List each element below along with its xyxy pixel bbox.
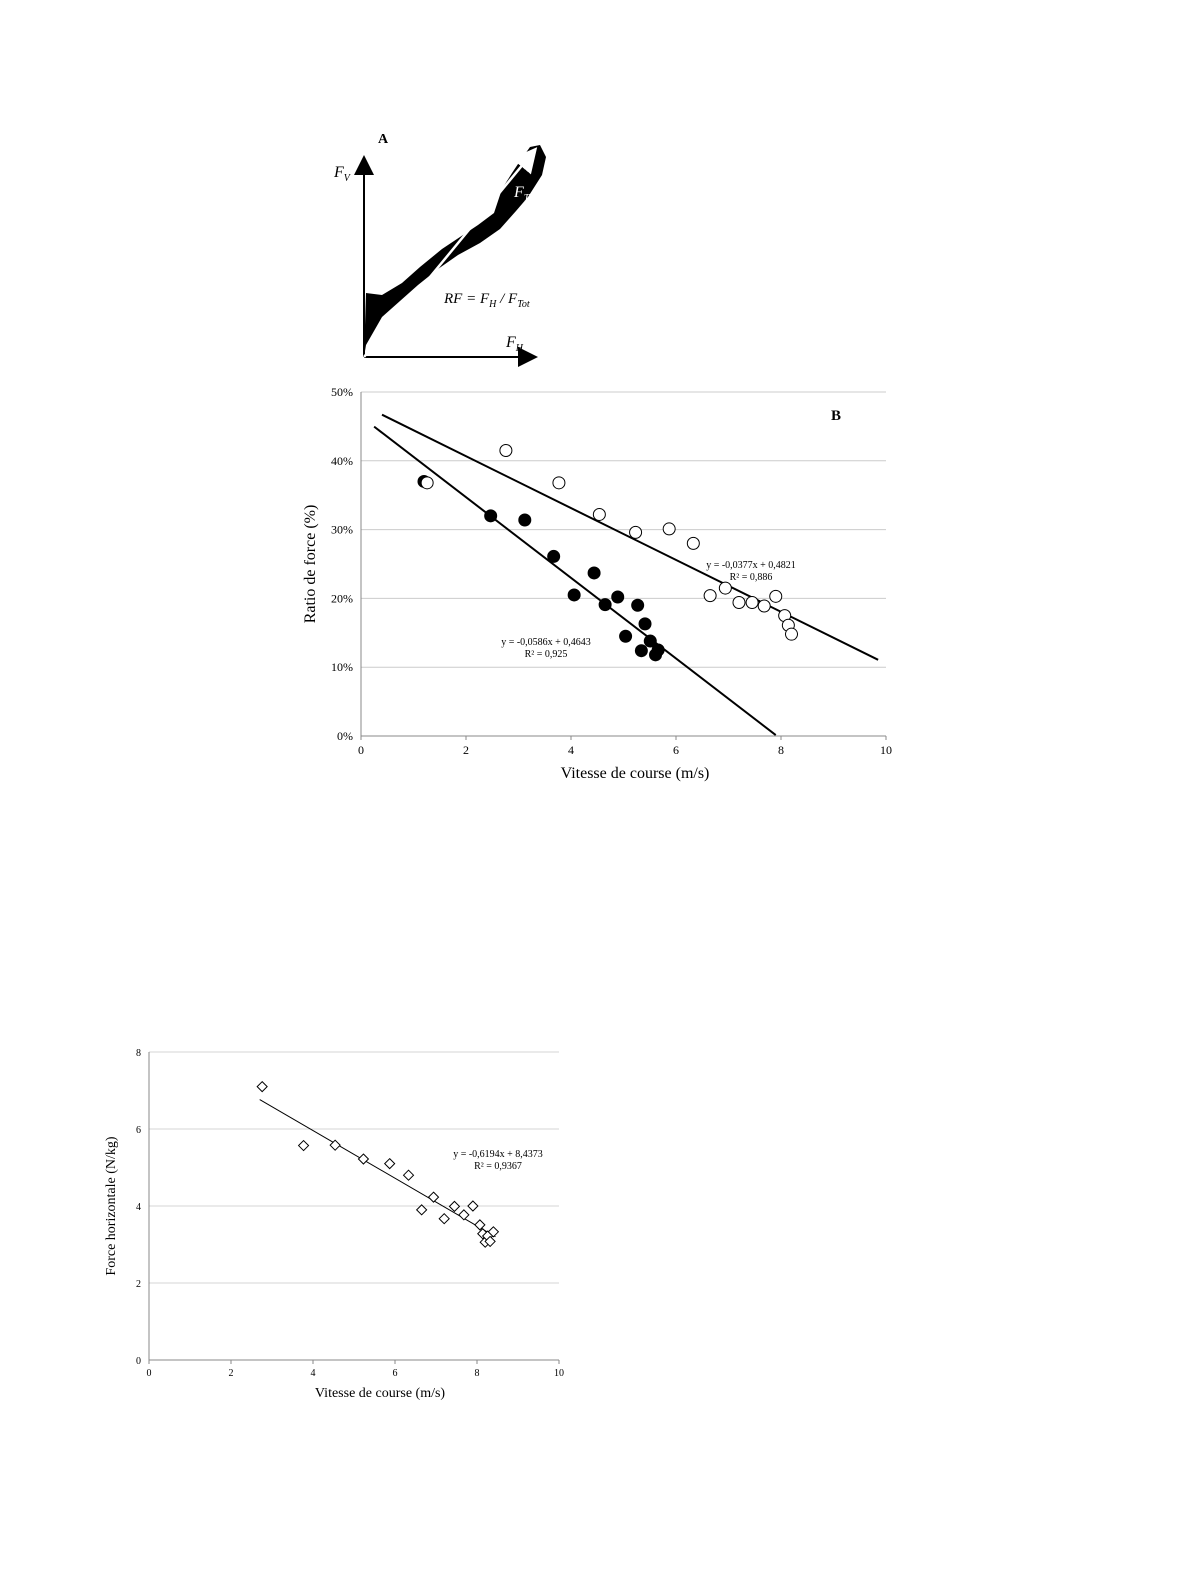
x-tick-label: 2 [228,1368,234,1379]
data-point [593,508,605,520]
data-point [449,1201,459,1211]
y-tick-label: 30% [331,522,353,537]
force-diagram-panel [320,125,560,370]
y-tick-label: 6 [136,1125,141,1136]
x-tick-label: 10 [880,743,892,757]
panel-letter-b: B [831,408,842,424]
data-point [620,630,632,642]
data-point [519,514,531,526]
data-point [475,1220,485,1230]
data-point [639,618,651,630]
y-tick-label: 10% [331,660,353,675]
r2-diamond-series: R² = 0,9367 [474,1161,522,1172]
y-tick-label: 2 [136,1279,141,1290]
x-tick-label: 6 [392,1368,398,1379]
x-tick-label: 8 [474,1368,480,1379]
data-point [257,1082,267,1092]
data-point [599,599,611,611]
data-point [663,523,675,535]
data-point [632,599,644,611]
y-axis-title: Force horizontale (N/kg) [104,1136,119,1276]
data-point [404,1170,414,1180]
x-tick-label: 10 [554,1368,564,1379]
x-tick-label: 4 [310,1368,316,1379]
y-tick-label: 20% [331,591,353,606]
r2-open-series: R² = 0,886 [729,572,773,583]
y-tick-label: 40% [331,453,353,468]
y-tick-label: 4 [136,1202,141,1213]
data-point [758,600,770,612]
y-tick-label: 0 [136,1356,141,1367]
x-tick-label: 4 [568,743,574,757]
x-tick-label: 0 [358,743,364,757]
data-point [786,628,798,640]
data-point [468,1201,478,1211]
data-point [439,1214,449,1224]
data-point [459,1210,469,1220]
data-point [485,510,497,522]
data-point [588,567,600,579]
fv-label: $F_V$ [334,164,350,184]
ratio-force-chart [295,380,905,790]
data-point [553,477,565,489]
data-point [548,550,560,562]
force-diagram [320,125,560,370]
x-tick-label: 0 [146,1368,152,1379]
x-axis-title: Vitesse de course (m/s) [314,1386,446,1401]
y-tick-label: 8 [136,1048,141,1059]
horizontal-force-chart-panel [95,1040,580,1410]
data-point [635,645,647,657]
trendline [374,427,776,735]
x-tick-label: 2 [463,743,469,757]
fh-label: $F_H$ [506,334,524,354]
y-tick-label: 50% [331,385,353,399]
equation-diamond-series: y = -0,6194x + 8,4373 [453,1149,543,1160]
ratio-chart-panel [295,380,905,790]
data-point [358,1154,368,1164]
data-point [612,591,624,603]
ftot-vector [364,151,537,357]
data-point [421,477,433,489]
data-point [733,597,745,609]
data-point [385,1159,395,1169]
y-axis-title: Ratio de force (%) [302,504,319,624]
x-tick-label: 6 [673,743,679,757]
equation-open-series: y = -0,0377x + 0,4821 [706,560,796,571]
data-point [719,582,731,594]
data-point [687,537,699,549]
data-point [630,526,642,538]
x-tick-label: 8 [778,743,784,757]
y-tick-label: 0% [337,729,353,743]
data-point [650,649,662,661]
data-point [568,589,580,601]
data-point [746,597,758,609]
panel-letter-a: A [378,132,389,147]
rf-formula: RF = $F_H / F_{Tot}$ [444,291,530,310]
data-point [299,1141,309,1151]
r2-filled-series: R² = 0,925 [524,649,568,660]
equation-filled-series: y = -0,0586x + 0,4643 [501,637,591,648]
data-point [770,590,782,602]
horizontal-force-chart [95,1040,580,1410]
data-point [429,1192,439,1202]
x-axis-title: Vitesse de course (m/s) [560,765,710,782]
data-point [500,444,512,456]
data-point [704,590,716,602]
ftot-label: $F_{Tot}$ [514,184,537,204]
